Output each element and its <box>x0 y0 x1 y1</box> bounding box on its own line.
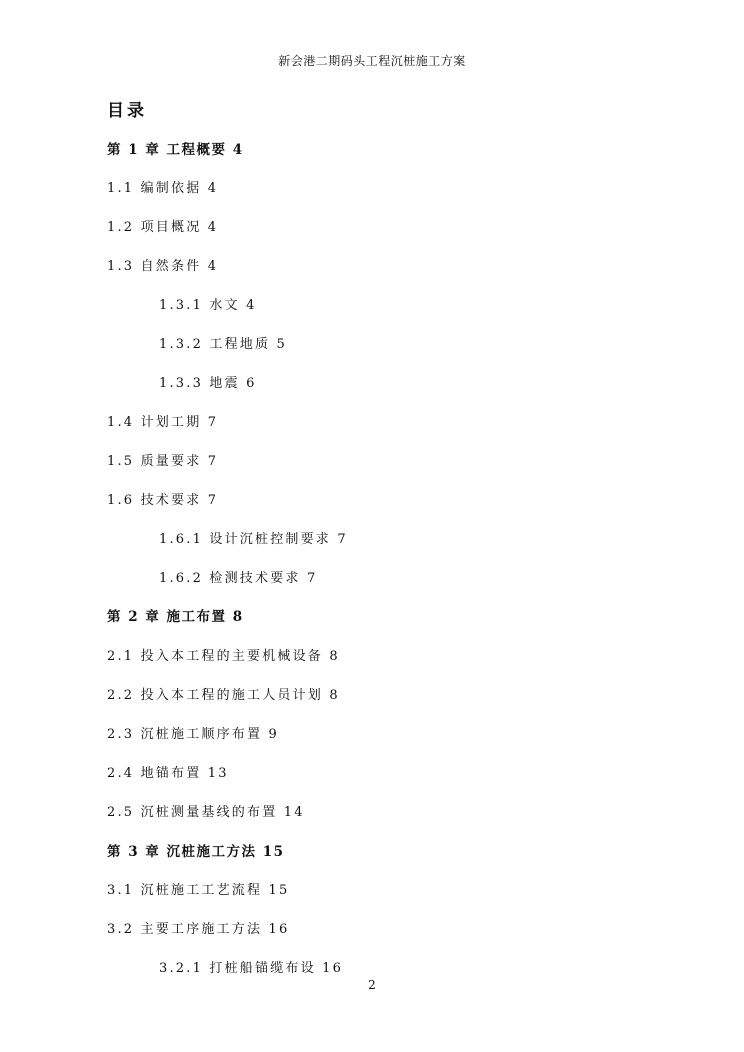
toc-item-1-6-2[interactable]: 1.6.2 检测技术要求 7 <box>159 571 318 586</box>
toc-item-1-6[interactable]: 1.6 技术要求 7 <box>107 493 219 508</box>
toc-chapter-3[interactable]: 第 3 章 沉桩施工方法 15 <box>107 844 285 860</box>
toc-item-1-5[interactable]: 1.5 质量要求 7 <box>107 454 219 469</box>
toc-heading: 目录 <box>107 101 147 121</box>
toc-item-3-2-1[interactable]: 3.2.1 打桩船锚缆布设 16 <box>159 961 344 976</box>
toc-item-1-4[interactable]: 1.4 计划工期 7 <box>107 415 219 430</box>
page-number: 2 <box>368 978 376 992</box>
toc-item-1-3-1[interactable]: 1.3.1 水文 4 <box>159 298 257 313</box>
toc-item-1-3[interactable]: 1.3 自然条件 4 <box>107 259 219 274</box>
toc-item-3-2[interactable]: 3.2 主要工序施工方法 16 <box>107 922 290 937</box>
toc-item-2-3[interactable]: 2.3 沉桩施工顺序布置 9 <box>107 727 280 742</box>
document-header-title: 新会港二期码头工程沉桩施工方案 <box>278 54 466 68</box>
toc-item-1-2[interactable]: 1.2 项目概况 4 <box>107 220 219 235</box>
toc-item-2-2[interactable]: 2.2 投入本工程的施工人员计划 8 <box>107 688 340 703</box>
toc-item-3-1[interactable]: 3.1 沉桩施工工艺流程 15 <box>107 883 290 898</box>
toc-chapter-1[interactable]: 第 1 章 工程概要 4 <box>107 142 244 158</box>
toc-item-2-1[interactable]: 2.1 投入本工程的主要机械设备 8 <box>107 649 340 664</box>
toc-chapter-2[interactable]: 第 2 章 施工布置 8 <box>107 609 244 625</box>
toc-item-1-3-2[interactable]: 1.3.2 工程地质 5 <box>159 337 288 352</box>
toc-item-1-3-3[interactable]: 1.3.3 地震 6 <box>159 376 257 391</box>
toc-item-1-1[interactable]: 1.1 编制依据 4 <box>107 181 219 196</box>
toc-item-2-5[interactable]: 2.5 沉桩测量基线的布置 14 <box>107 805 305 820</box>
toc-item-1-6-1[interactable]: 1.6.1 设计沉桩控制要求 7 <box>159 532 348 547</box>
toc-item-2-4[interactable]: 2.4 地锚布置 13 <box>107 766 229 781</box>
